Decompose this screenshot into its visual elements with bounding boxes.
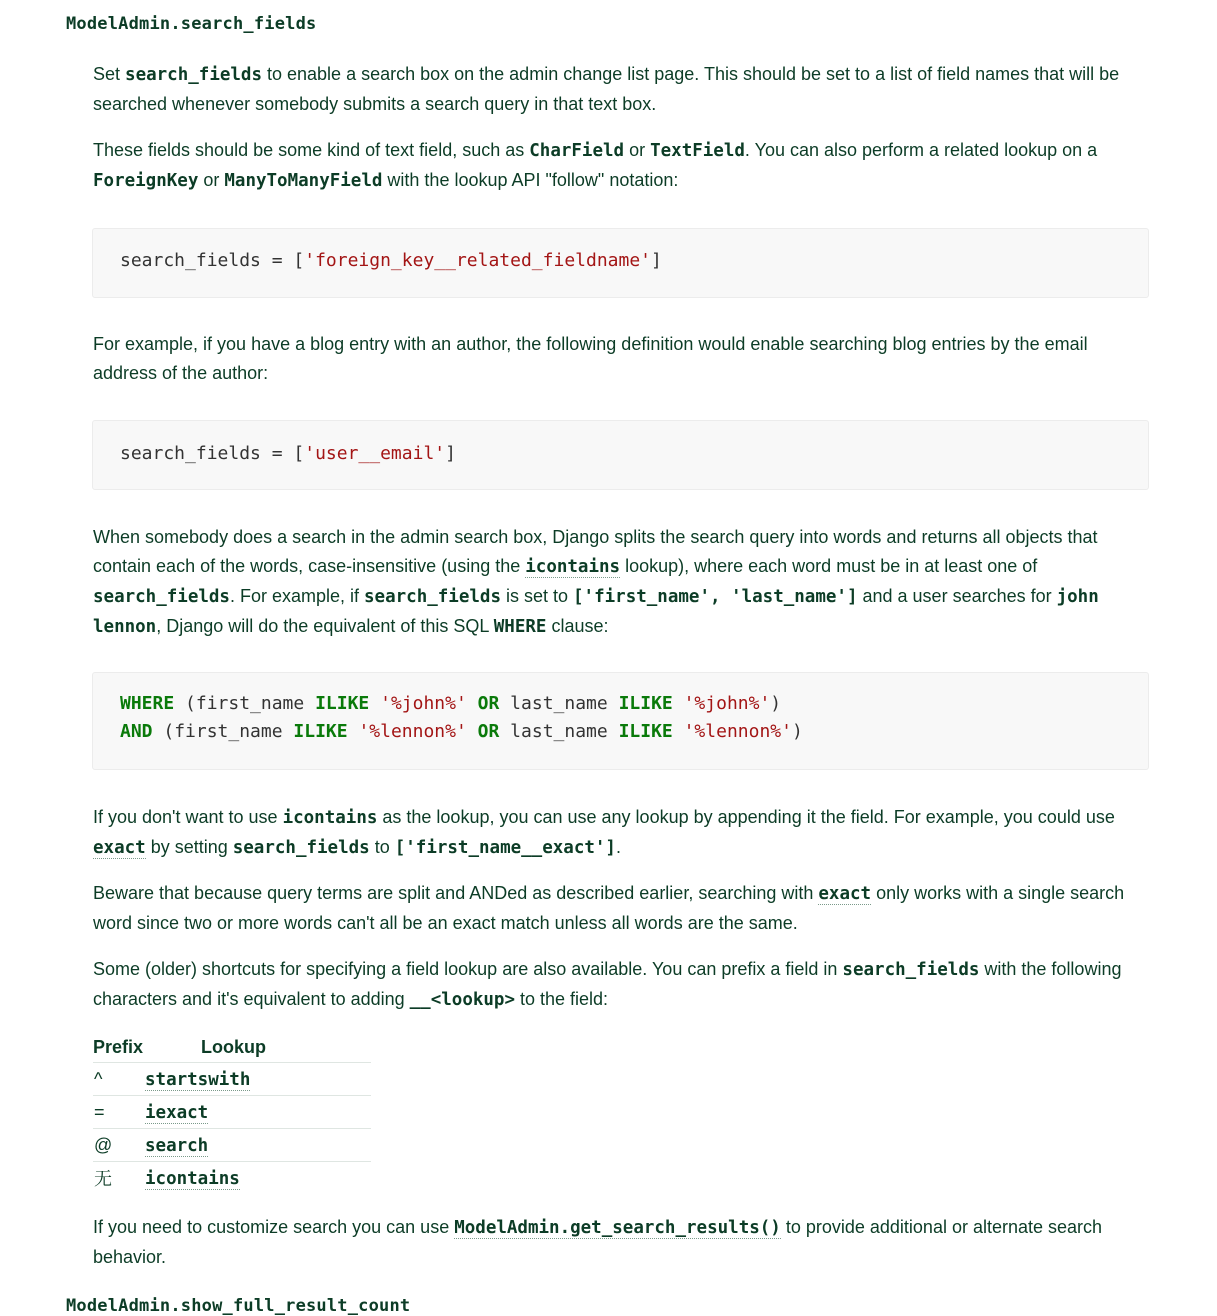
code-line (120, 443, 456, 464)
sql-keyword: AND (120, 721, 153, 742)
lookup-cell (145, 1063, 371, 1096)
sql-keyword: ILIKE (315, 693, 370, 714)
next-section-heading: ModelAdmin.show_full_result_count (66, 1296, 411, 1316)
code-text: (first_name (152, 721, 294, 742)
code-text: ] (651, 250, 662, 271)
text: to the field: (515, 989, 609, 1009)
sql-keyword: ILIKE (293, 721, 348, 742)
paragraph-search-behavior (93, 523, 1153, 642)
paragraph-customize-search (93, 1213, 1153, 1272)
table-header-row (93, 1032, 371, 1063)
sql-keyword: ILIKE (618, 721, 673, 742)
text: to provide additional or alternate search behavior. (93, 1217, 1103, 1267)
code-string: 'foreign_key__related_fieldname' (304, 250, 652, 271)
code-space (369, 693, 380, 714)
text: Set (93, 64, 126, 84)
prefix-cell: @ (93, 1129, 145, 1162)
lookup-link[interactable]: startswith (145, 1069, 251, 1090)
code-space (673, 693, 684, 714)
text: to (369, 837, 395, 857)
code-search-fields: search_fields (364, 587, 501, 607)
text: . (615, 837, 621, 857)
code-space (348, 721, 359, 742)
code-search-fields: search_fields (125, 65, 262, 85)
section-heading: ModelAdmin.search_fields (66, 14, 317, 34)
table-row (93, 1162, 371, 1195)
prefix-cell: 无 (93, 1162, 145, 1195)
text: is set to (500, 586, 574, 606)
code-charfield: CharField (529, 141, 625, 161)
table-row (93, 1129, 371, 1162)
code-manytomanyfield: ManyToManyField (224, 171, 383, 191)
code-textfield: TextField (650, 141, 745, 161)
paragraph-custom-lookup (93, 803, 1153, 863)
text: clause: (546, 616, 609, 636)
code-exact-link[interactable]: exact (818, 884, 872, 904)
prefix-cell: = (93, 1096, 145, 1129)
code-lookup: __<lookup> (409, 990, 515, 1010)
sql-keyword: ILIKE (618, 693, 673, 714)
text: or (198, 170, 225, 190)
text: to enable a search box on the admin change list page. This should be set to a list of field names that will be searched whenever somebody submits a search query in that text box. (93, 64, 1120, 114)
code-space (467, 693, 478, 714)
code-john-lennon: john lennon (93, 587, 1099, 637)
text: If you don't want to use (93, 807, 283, 827)
sql-keyword: WHERE (120, 693, 175, 714)
text: . You can also perform a related lookup on a (744, 140, 1098, 160)
code-text: last_name (499, 693, 619, 714)
sql-keyword: OR (477, 721, 500, 742)
table-row (93, 1063, 371, 1096)
code-text: ] (445, 443, 456, 464)
code-search-fields: search_fields (232, 838, 370, 858)
code-block-user-email (92, 420, 1149, 490)
code-exact-link[interactable]: exact (93, 838, 146, 858)
column-header-lookup: Lookup (201, 1036, 266, 1057)
text: When somebody does a search in the admin search box, Django splits the search query into words and returns all objects that contain each of the words, case-insensitive (using the (93, 527, 1098, 576)
code-text: search_fields = [ (120, 250, 305, 271)
prefix-cell: ^ (93, 1063, 145, 1096)
text: or (624, 140, 651, 160)
code-space (673, 721, 684, 742)
code-text: ) (770, 693, 782, 714)
table-row (93, 1096, 371, 1129)
paragraph-exact-warning (93, 879, 1153, 938)
code-line (120, 250, 662, 271)
text: Some (older) shortcuts for specifying a field lookup are also available. You can prefix a field in (93, 959, 843, 979)
lookup-cell (145, 1129, 371, 1162)
text: Beware that because query terms are split and ANDed as described earlier, searching with (93, 883, 819, 903)
paragraph-blog-example: For example, if you have a blog entry with an author, the following definition would enable searching blog entries by the email address of the author: (93, 334, 1088, 383)
text: lookup), where each word must be in at least one of (620, 556, 1038, 576)
code-search-fields: search_fields (93, 587, 230, 607)
code-search-fields: search_fields (842, 960, 980, 980)
code-string: '%lennon%' (683, 721, 792, 742)
sql-keyword: OR (477, 693, 500, 714)
code-string: '%lennon%' (358, 721, 467, 742)
lookup-link[interactable]: icontains (145, 1168, 240, 1189)
code-line-2 (120, 721, 803, 742)
code-string: '%john%' (683, 693, 771, 714)
code-icontains: icontains (282, 808, 378, 828)
code-icontains-link[interactable]: icontains (525, 557, 621, 577)
text: If you need to customize search you can use (93, 1217, 455, 1237)
code-block-sql (92, 672, 1149, 770)
paragraph-field-types (93, 136, 1153, 196)
code-text: ) (791, 721, 803, 742)
prefix-lookup-table (93, 1032, 371, 1194)
text: These fields should be some kind of text field, such as (93, 140, 530, 160)
text: and a user searches for (857, 586, 1057, 606)
code-string: '%john%' (380, 693, 467, 714)
text: . For example, if (229, 586, 365, 606)
code-foreignkey: ForeignKey (93, 171, 199, 191)
code-block-related-lookup (92, 228, 1149, 298)
paragraph-intro (93, 60, 1153, 119)
code-get-search-results-link[interactable]: ModelAdmin.get_search_results() (454, 1218, 781, 1238)
text: as the lookup, you can use any lookup by appending it the field. For example, you could use (377, 807, 1115, 827)
lookup-link[interactable]: search (145, 1135, 209, 1156)
code-text: last_name (499, 721, 619, 742)
text: by setting (145, 837, 233, 857)
lookup-link[interactable]: iexact (145, 1102, 209, 1123)
code-line-1 (120, 693, 781, 714)
code-field-list: ['first_name', 'last_name'] (573, 587, 858, 607)
code-first-name-exact: ['first_name__exact'] (394, 838, 616, 858)
text: with the following characters and it's equivalent to adding (93, 959, 1122, 1009)
lookup-cell (145, 1162, 371, 1195)
text: with the lookup API "follow" notation: (382, 170, 679, 190)
paragraph-shortcuts (93, 955, 1153, 1015)
code-space (467, 721, 478, 742)
lookup-cell (145, 1096, 371, 1129)
text: , Django will do the equivalent of this SQL (156, 616, 494, 636)
code-where: WHERE (493, 617, 547, 637)
code-text: (first_name (174, 693, 316, 714)
column-header-prefix: Prefix (93, 1036, 144, 1057)
text: only works with a single search word since two or more words can't all be an exact match unless all words are the same. (93, 883, 1125, 933)
code-text: search_fields = [ (120, 443, 305, 464)
code-string: 'user__email' (304, 443, 446, 464)
